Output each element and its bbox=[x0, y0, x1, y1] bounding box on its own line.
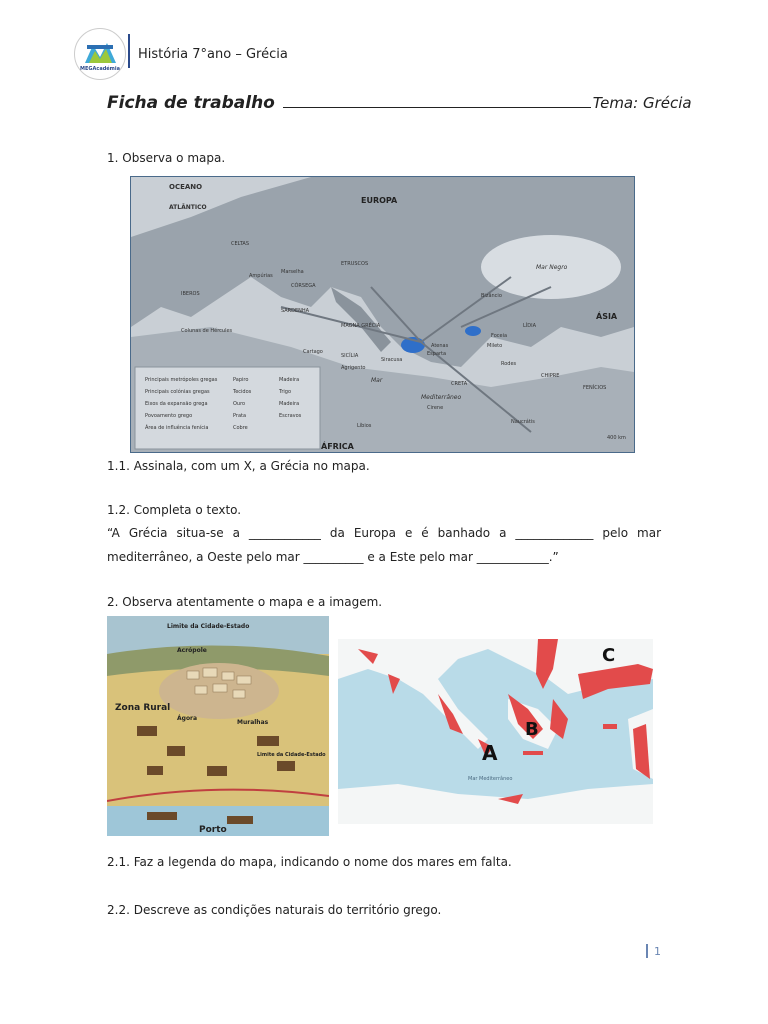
question-2-prompt: 2. Observa atentamente o mapa e a imagem. bbox=[107, 595, 383, 609]
map-label-agrigento: Agrigento bbox=[341, 365, 366, 371]
map-label-africa: ÁFRICA bbox=[321, 442, 354, 451]
map-label-cartago: Cartago bbox=[303, 349, 323, 355]
city-label-limite-bottom: Limite da Cidade-Estado bbox=[257, 752, 326, 758]
map-label-atenas: Atenas bbox=[431, 343, 449, 349]
mediterranean-expansion-map bbox=[130, 176, 635, 453]
legend-item-8: Ouro bbox=[233, 401, 246, 407]
map-label-corsega: CÓRSEGA bbox=[291, 283, 316, 289]
map-label-etruscos: ETRUSCOS bbox=[341, 261, 369, 267]
map-letter-c: C bbox=[602, 645, 616, 666]
legend-item-10: Cobre bbox=[233, 425, 248, 431]
map-label-naucratis: Naucrátis bbox=[511, 419, 535, 425]
map-label-siclia: SICÍLIA bbox=[341, 353, 359, 359]
map-label-siracusa: Siracusa bbox=[381, 357, 403, 363]
map-label-magna: MAGNA GRÉCIA bbox=[341, 323, 381, 329]
page-number: 1 bbox=[646, 944, 661, 958]
header-divider bbox=[128, 34, 130, 68]
map-label-creta: CRETA bbox=[451, 381, 468, 387]
megacademia-logo bbox=[74, 28, 126, 80]
title-tema: Tema: Grécia bbox=[592, 94, 692, 112]
legend-item-3: Eixos da expansão grega bbox=[145, 401, 208, 407]
map-label-rodes: Rodes bbox=[501, 361, 517, 367]
question-1-1: 1.1. Assinala, com um X, a Grécia no mapa. bbox=[107, 459, 370, 473]
logo-icon bbox=[75, 29, 125, 79]
question-1-2-text bbox=[107, 521, 661, 569]
question-2-1: 2.1. Faz a legenda do mapa, indicando o nome dos mares em falta. bbox=[107, 855, 512, 869]
worksheet-title bbox=[107, 92, 692, 113]
legend-item-11: Madeira bbox=[279, 377, 300, 383]
question-2-2: 2.2. Descreve as condições naturais do território grego. bbox=[107, 903, 442, 917]
map-label-libios: Líbios bbox=[357, 423, 372, 429]
legend-item-5: Área de influência fenícia bbox=[145, 425, 209, 431]
map-label-marselha: Marselha bbox=[281, 269, 304, 275]
city-label-zona-rural: Zona Rural bbox=[115, 703, 171, 713]
map-label-mediterraneo: Mediterrâneo bbox=[421, 394, 462, 401]
map-label-mar: Mar bbox=[371, 377, 383, 384]
map-label-mar-negro: Mar Negro bbox=[536, 264, 568, 271]
legend-item-7: Tecidos bbox=[233, 389, 252, 395]
city-label-acropole: Acrópole bbox=[177, 647, 207, 654]
course-header: História 7°ano – Grécia bbox=[138, 47, 288, 62]
legend-item-4: Povoamento grego bbox=[145, 413, 193, 419]
question-1-2-prompt: 1.2. Completa o texto. bbox=[107, 503, 242, 517]
legend-item-2: Principais colónias gregas bbox=[145, 389, 210, 395]
legend-item-12: Trigo bbox=[279, 389, 291, 395]
map-letter-b: B bbox=[525, 719, 539, 740]
map-label-bizancio: Bizâncio bbox=[481, 293, 502, 299]
map-label-colunas: Colunas de Hércules bbox=[181, 328, 233, 334]
map-label-cirene: Cirene bbox=[427, 405, 444, 411]
map-label-sardenha: SARDENHA bbox=[281, 308, 310, 314]
legend-item-14: Escravos bbox=[279, 413, 302, 419]
city-label-porto: Porto bbox=[199, 825, 227, 835]
name-blank-line[interactable] bbox=[283, 92, 591, 108]
map-label-ocean: OCEANO bbox=[169, 183, 203, 191]
city-label-agora: Ágora bbox=[177, 715, 198, 722]
fill-text-line-2[interactable]: mediterrâneo, a Oeste pelo mar __________ e a Este pelo mar ____________.” bbox=[107, 550, 559, 564]
map-letter-a: A bbox=[482, 741, 498, 765]
city-label-muralhas: Muralhas bbox=[237, 719, 269, 726]
greek-colonization-map bbox=[338, 639, 653, 824]
fill-text-line-1[interactable]: “A Grécia situa-se a ____________ da Europa e é banhado a _____________ pelo mar bbox=[107, 526, 661, 540]
map-label-foceia: Foceia bbox=[491, 333, 508, 339]
map-label-esparta: Esparta bbox=[427, 351, 447, 357]
map-label-fenicios: FENÍCIOS bbox=[583, 385, 607, 391]
legend-item-1: Principais metrópoles gregas bbox=[145, 377, 218, 383]
map-label-ampurias: Ampúrias bbox=[249, 273, 273, 279]
legend-item-9: Prata bbox=[233, 413, 247, 419]
map-sea-label: Mar Mediterrâneo bbox=[468, 776, 513, 782]
map-label-celtas: CELTAS bbox=[231, 241, 250, 247]
map-label-iberos: IBEROS bbox=[181, 291, 200, 297]
map-label-chipre: CHIPRE bbox=[541, 373, 560, 379]
map-label-europa: EUROPA bbox=[361, 196, 398, 205]
legend-item-13: Madeira bbox=[279, 401, 300, 407]
map-label-atlantic: ATLÂNTICO bbox=[169, 204, 207, 211]
city-state-illustration bbox=[107, 616, 329, 836]
title-main: Ficha de trabalho bbox=[107, 93, 275, 113]
legend-item-6: Papiro bbox=[233, 377, 249, 383]
map-label-lidia: LÍDIA bbox=[523, 323, 537, 329]
map-scale: 400 km bbox=[607, 435, 626, 441]
map-label-mileto: Mileto bbox=[487, 343, 503, 349]
map-label-asia: ÁSIA bbox=[596, 312, 618, 321]
city-label-limite-top: Limite da Cidade-Estado bbox=[167, 623, 250, 630]
question-1-prompt: 1. Observa o mapa. bbox=[107, 151, 226, 165]
logo-text: MEGAcadémia bbox=[80, 66, 120, 72]
